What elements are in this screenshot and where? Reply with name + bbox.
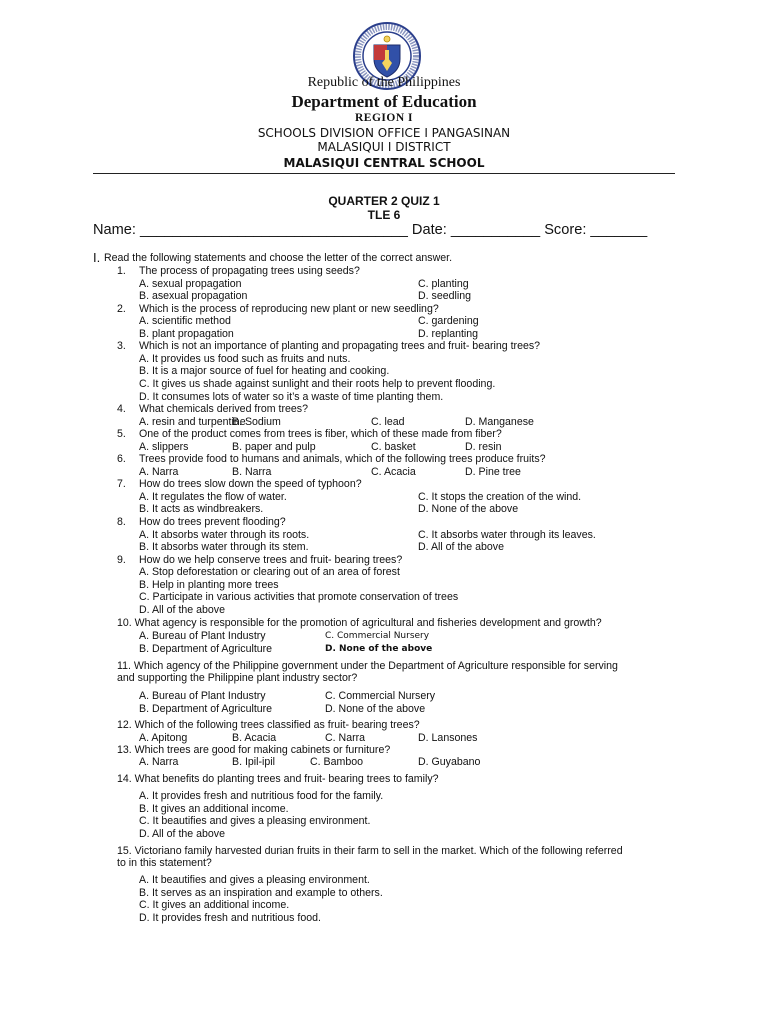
q14-option-c: C. It beautifies and gives a pleasing environment.	[139, 815, 371, 827]
option-d: D. seedling	[418, 290, 471, 302]
question-text: Trees provide food to humans and animals, which of the following trees produce fruits?	[139, 453, 546, 465]
quiz-subject: TLE 6	[367, 208, 401, 222]
q13-option-c: C. Bamboo	[310, 756, 363, 768]
option-b: B. Help in planting more trees	[139, 579, 279, 591]
q14-option-b: B. It gives an additional income.	[139, 803, 289, 815]
question-number: 3.	[117, 340, 126, 352]
option-a: A. Narra	[139, 466, 179, 478]
q14-option-a: A. It provides fresh and nutritious food for the family.	[139, 790, 384, 802]
question-15-line1: 15. Victoriano family harvested durian fruits in their farm to sell in the market. Which of the following referred	[117, 845, 623, 857]
question-text: How do we help conserve trees and fruit- bearing trees?	[139, 554, 403, 566]
q12-option-b: B. Acacia	[232, 732, 277, 744]
option-d: D. None of the above	[418, 503, 519, 515]
option-b: B. asexual propagation	[139, 290, 248, 302]
question-number: 7.	[117, 478, 126, 490]
option-a: A. It regulates the flow of water.	[139, 491, 287, 503]
option-d: D. All of the above	[418, 541, 504, 553]
option-c: C. Acacia	[371, 466, 416, 478]
option-d: D. replanting	[418, 328, 479, 340]
option-a: A. slippers	[139, 441, 189, 453]
q13-option-a: A. Narra	[139, 756, 179, 768]
q12-option-d: D. Lansones	[418, 732, 478, 744]
question-text: How do trees prevent flooding?	[139, 516, 286, 528]
q11-option-a: A. Bureau of Plant Industry	[139, 690, 266, 702]
option-c: C. Participate in various activities that promote conservation of trees	[139, 591, 459, 603]
option-b: B. paper and pulp	[232, 441, 316, 453]
question-11-line1: 11. Which agency of the Philippine government under the Department of Agriculture responsible for serving	[117, 660, 618, 672]
q15-option-c: C. It gives an additional income.	[139, 899, 290, 911]
option-d: D. All of the above	[139, 604, 225, 616]
division-heading: SCHOOLS DIVISION OFFICE I PANGASINAN	[257, 126, 511, 140]
question-text: What chemicals derived from trees?	[139, 403, 308, 415]
option-c: C. gardening	[418, 315, 479, 327]
instructions-text: Read the following statements and choose the letter of the correct answer.	[104, 252, 453, 264]
option-c: C. It stops the creation of the wind.	[418, 491, 582, 503]
question-number: 9.	[117, 554, 126, 566]
question-number: 6.	[117, 453, 126, 465]
option-a: A. scientific method	[139, 315, 231, 327]
option-c: C. lead	[371, 416, 405, 428]
question-text: How do trees slow down the speed of typhoon?	[139, 478, 362, 490]
option-b: B. It is a major source of fuel for heating and cooking.	[139, 365, 390, 377]
option-c: C. planting	[418, 278, 469, 290]
question-10: 10. What agency is responsible for the promotion of agricultural and fisheries development and growth?	[117, 617, 602, 629]
option-a: A. It absorbs water through its roots.	[139, 529, 310, 541]
question-text: The process of propagating trees using seeds?	[139, 265, 360, 277]
q15-option-a: A. It beautifies and gives a pleasing environment.	[139, 874, 370, 886]
question-number: 4.	[117, 403, 126, 415]
q13-option-b: B. Ipil-ipil	[232, 756, 275, 768]
district-heading: MALASIQUI I DISTRICT	[317, 140, 451, 154]
region-heading: REGION I	[355, 112, 413, 124]
question-14: 14. What benefits do planting trees and fruit- bearing trees to family?	[117, 773, 439, 785]
question-number: 5.	[117, 428, 126, 440]
question-text: One of the product comes from trees is fiber, which of these made from fiber?	[139, 428, 502, 440]
section-numeral: I.	[93, 250, 101, 265]
question-number: 2.	[117, 303, 126, 315]
q10-option-d: D. None of the above	[325, 644, 433, 654]
option-b: B. It acts as windbreakers.	[139, 503, 264, 515]
option-d: D. resin	[465, 441, 502, 453]
q15-option-d: D. It provides fresh and nutritious food.	[139, 912, 321, 924]
option-b: B. Sodium	[232, 416, 281, 428]
q11-option-c: C. Commercial Nursery	[325, 690, 436, 702]
question-text: Which is not an importance of planting and propagating trees and fruit- bearing trees?	[139, 340, 541, 352]
q12-option-c: C. Narra	[325, 732, 366, 744]
option-d: D. Manganese	[465, 416, 534, 428]
q10-option-a: A. Bureau of Plant Industry	[139, 630, 266, 642]
question-11-line2: and supporting the Philippine plant industry sector?	[117, 672, 358, 684]
option-b: B. Narra	[232, 466, 272, 478]
option-a: A. It provides us food such as fruits and nuts.	[139, 353, 351, 365]
department-heading: Department of Education	[291, 92, 477, 111]
q15-option-b: B. It serves as an inspiration and example to others.	[139, 887, 383, 899]
q10-option-b: B. Department of Agriculture	[139, 643, 273, 655]
q13-option-d: D. Guyabano	[418, 756, 481, 768]
option-a: A. Stop deforestation or clearing out of an area of forest	[139, 566, 400, 578]
q11-option-b: B. Department of Agriculture	[139, 703, 273, 715]
question-13: 13. Which trees are good for making cabinets or furniture?	[117, 744, 391, 756]
option-d: D. Pine tree	[465, 466, 521, 478]
republic-heading: Republic of the Philippines	[307, 75, 461, 90]
question-number: 1.	[117, 265, 126, 277]
quiz-title: QUARTER 2 QUIZ 1	[328, 194, 440, 208]
option-d: D. It consumes lots of water so it’s a waste of time planting them.	[139, 391, 444, 403]
header-divider	[93, 173, 675, 174]
question-number: 8.	[117, 516, 126, 528]
q12-option-a: A. Apitong	[139, 732, 188, 744]
q14-option-d: D. All of the above	[139, 828, 225, 840]
name-date-score-line: Name: _________________________________ Date: ___________ Score: _______	[93, 222, 648, 238]
option-a: A. resin and turpentine	[139, 416, 246, 428]
option-b: B. plant propagation	[139, 328, 234, 340]
option-c: C. It absorbs water through its leaves.	[418, 529, 596, 541]
option-a: A. sexual propagation	[139, 278, 242, 290]
question-text: Which is the process of reproducing new plant or new seedling?	[139, 303, 439, 315]
question-15-line2: to in this statement?	[117, 857, 212, 869]
q11-option-d: D. None of the above	[325, 703, 426, 715]
question-12: 12. Which of the following trees classified as fruit- bearing trees?	[117, 719, 420, 731]
option-c: C. It gives us shade against sunlight and their roots help to prevent flooding.	[139, 378, 496, 390]
option-c: C. basket	[371, 441, 416, 453]
q10-option-c: C. Commercial Nursery	[325, 631, 430, 641]
school-heading: MALASIQUI CENTRAL SCHOOL	[283, 156, 485, 170]
option-b: B. It absorbs water through its stem.	[139, 541, 309, 553]
